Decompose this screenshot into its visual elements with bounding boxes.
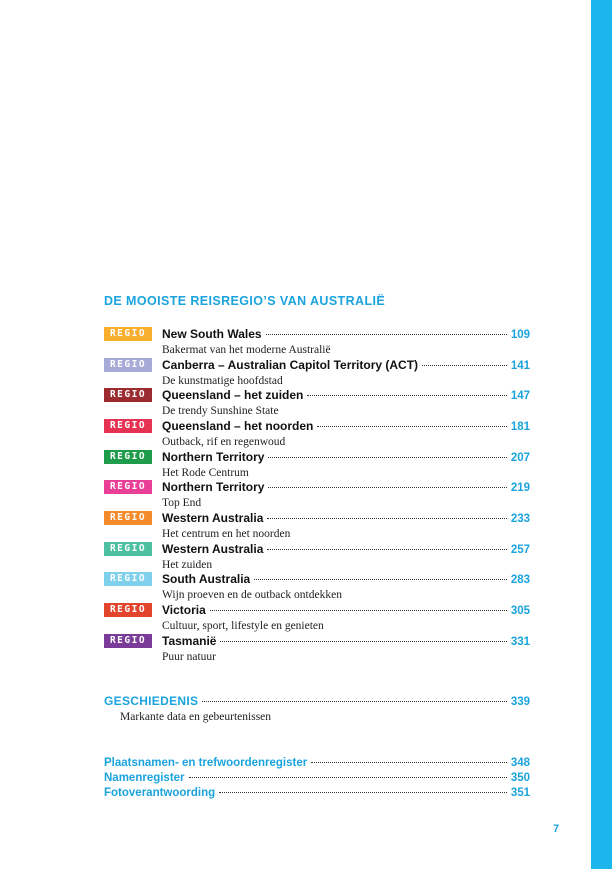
region-subtitle: Het zuiden bbox=[162, 559, 213, 571]
leader-dots bbox=[311, 762, 507, 763]
leader-dots bbox=[268, 487, 506, 488]
region-badge: REGIO 3 bbox=[104, 388, 152, 402]
leader-dots bbox=[219, 792, 507, 793]
leader-dots bbox=[317, 426, 506, 427]
region-page: 305 bbox=[510, 605, 530, 617]
leader-dots bbox=[266, 334, 507, 335]
leader-dots bbox=[307, 395, 506, 396]
region-page: 207 bbox=[510, 452, 530, 464]
region-page: 109 bbox=[510, 329, 530, 341]
toc-entry[interactable] bbox=[104, 603, 530, 633]
leader-dots bbox=[202, 701, 507, 702]
register-entry[interactable] bbox=[104, 757, 530, 772]
register-entry[interactable] bbox=[104, 772, 530, 787]
region-title: Victoria bbox=[162, 603, 206, 617]
history-entry[interactable] bbox=[104, 694, 530, 728]
leader-dots bbox=[268, 457, 506, 458]
region-subtitle: Het centrum en het noorden bbox=[162, 528, 291, 540]
register-page: 350 bbox=[510, 772, 530, 784]
register-title: Plaatsnamen- en trefwoordenregister bbox=[104, 757, 308, 769]
region-subtitle: Puur natuur bbox=[162, 651, 216, 663]
toc-entry[interactable] bbox=[104, 542, 530, 572]
region-title: Queensland – het noorden bbox=[162, 419, 314, 433]
history-title: GESCHIEDENIS bbox=[104, 694, 199, 708]
region-subtitle: De trendy Sunshine State bbox=[162, 405, 279, 417]
region-title: Western Australia bbox=[162, 511, 264, 525]
toc-entry[interactable] bbox=[104, 572, 530, 602]
region-page: 147 bbox=[510, 390, 530, 402]
page-number: 7 bbox=[553, 823, 560, 835]
toc-entry[interactable] bbox=[104, 480, 530, 510]
leader-dots bbox=[210, 610, 507, 611]
region-title: South Australia bbox=[162, 572, 251, 586]
register-title: Fotoverantwoording bbox=[104, 787, 216, 799]
region-badge: REGIO 2 bbox=[104, 358, 152, 372]
toc-entry[interactable] bbox=[104, 327, 530, 357]
region-badge: REGIO 11 bbox=[104, 634, 152, 648]
region-subtitle: Bakermat van het moderne Australië bbox=[162, 344, 331, 356]
region-subtitle: Wijn proeven en de outback ontdekken bbox=[162, 589, 342, 601]
leader-dots bbox=[267, 518, 506, 519]
leader-dots bbox=[254, 579, 507, 580]
region-badge: REGIO 7 bbox=[104, 511, 152, 525]
region-badge: REGIO 1 bbox=[104, 327, 152, 341]
register-page: 348 bbox=[510, 757, 530, 769]
region-title: Western Australia bbox=[162, 542, 264, 556]
region-badge: REGIO 5 bbox=[104, 450, 152, 464]
history-page: 339 bbox=[510, 696, 530, 708]
region-subtitle: De kunstmatige hoofdstad bbox=[162, 375, 283, 387]
register-entry[interactable] bbox=[104, 787, 530, 802]
region-badge: REGIO 4 bbox=[104, 419, 152, 433]
toc-entry[interactable] bbox=[104, 634, 530, 664]
region-badge: REGIO 8 bbox=[104, 542, 152, 556]
leader-dots bbox=[422, 365, 507, 366]
region-page: 181 bbox=[510, 421, 530, 433]
leader-dots bbox=[220, 641, 506, 642]
region-page: 219 bbox=[510, 482, 530, 494]
toc-entry[interactable] bbox=[104, 358, 530, 388]
region-title: Northern Territory bbox=[162, 480, 265, 494]
region-title: New South Wales bbox=[162, 327, 262, 341]
region-subtitle: Cultuur, sport, lifestyle en genieten bbox=[162, 620, 324, 632]
toc-entry[interactable] bbox=[104, 450, 530, 480]
register-title: Namenregister bbox=[104, 772, 185, 784]
region-title: Tasmanië bbox=[162, 634, 217, 648]
region-subtitle: Outback, rif en regenwoud bbox=[162, 436, 286, 448]
region-page: 233 bbox=[510, 513, 530, 525]
region-title: Queensland – het zuiden bbox=[162, 388, 304, 402]
leader-dots bbox=[189, 777, 507, 778]
toc-entry[interactable] bbox=[104, 388, 530, 418]
edge-color-bar bbox=[591, 0, 612, 869]
toc-entry[interactable] bbox=[104, 511, 530, 541]
region-badge: REGIO 10 bbox=[104, 603, 152, 617]
region-page: 283 bbox=[510, 574, 530, 586]
section-title: DE MOOISTE REISREGIO’S VAN AUSTRALIË bbox=[104, 294, 386, 308]
region-subtitle: Top End bbox=[162, 497, 202, 509]
region-badge: REGIO 9 bbox=[104, 572, 152, 586]
region-title: Northern Territory bbox=[162, 450, 265, 464]
region-page: 257 bbox=[510, 544, 530, 556]
history-subtitle: Markante data en gebeurtenissen bbox=[120, 711, 272, 723]
toc-entry[interactable] bbox=[104, 419, 530, 449]
region-title: Canberra – Australian Capitol Territory (ACT) bbox=[162, 358, 419, 372]
leader-dots bbox=[267, 549, 506, 550]
region-subtitle: Het Rode Centrum bbox=[162, 467, 249, 479]
region-page: 141 bbox=[510, 360, 530, 372]
register-page: 351 bbox=[510, 787, 530, 799]
region-page: 331 bbox=[510, 636, 530, 648]
region-badge: REGIO 6 bbox=[104, 480, 152, 494]
